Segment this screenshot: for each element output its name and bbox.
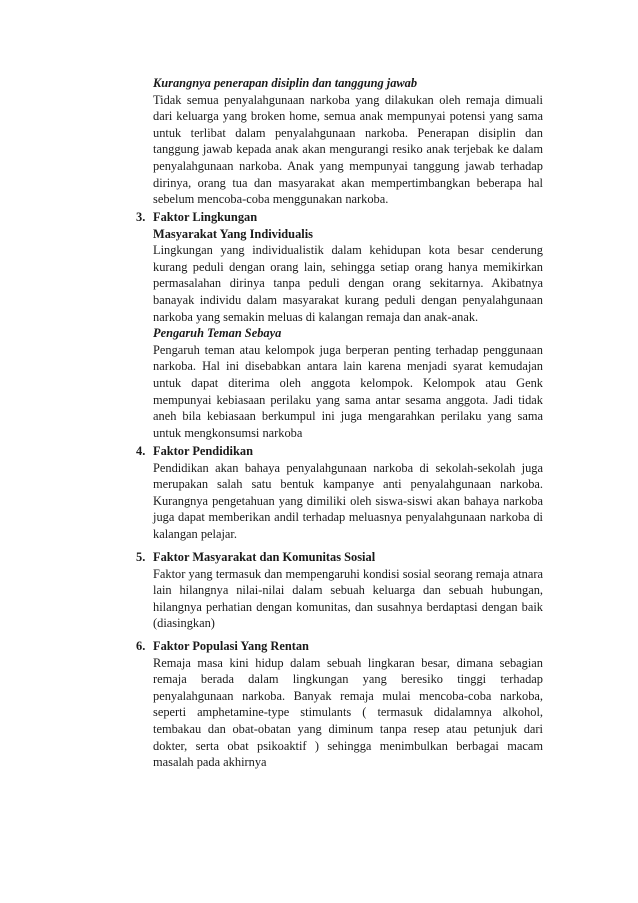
subheading-masyarakat-individualis: Masyarakat Yang Individualis [153, 226, 313, 241]
section-number: 3. [136, 210, 146, 224]
section-title: Faktor Masyarakat dan Komunitas Sosial [153, 550, 376, 564]
intro-block [153, 75, 543, 208]
section-faktor-pendidikan [136, 443, 543, 543]
section-faktor-lingkungan [136, 209, 543, 441]
section-title: Faktor Populasi Yang Rentan [153, 639, 309, 653]
section-number: 6. [136, 639, 146, 653]
section-number: 4. [136, 444, 146, 458]
intro-heading: Kurangnya penerapan disiplin dan tanggung jawab [153, 76, 418, 90]
section-faktor-populasi [136, 638, 543, 771]
section-title: Faktor Pendidikan [153, 444, 253, 458]
section-paragraph: Remaja masa kini hidup dalam sebuah lingkaran besar, dimana sebagian remaja berada dalam lingkungan yang beresiko tinggi terhadap penyalahgunaan narkoba. Banyak remaja mulai mencoba-coba narkoba, seperti amphetamine-type stimulants ( termasuk didalamnya alkohol, tembakau dan obat-obatan yang diminum tanpa resep atau petunjuk dari dokter, serta obat psikoaktif ) sehingga menimbulkan berbagai macam masalah pada akhirnya [153, 655, 543, 770]
subheading-pengaruh-teman-sebaya: Pengaruh Teman Sebaya [153, 326, 282, 341]
section-number: 5. [136, 550, 146, 564]
intro-paragraph: Tidak semua penyalahgunaan narkoba yang dilakukan oleh remaja dimuali dari keluarga yang broken home, semua anak mempunyai potensi yang sama untuk terlibat dalam penyalahgunaan narkoba. Penerapan disiplin dan tanggung jawab kepada anak akan mengurangi resiko anak terjebak ke dalam penyalahgunaan narkoba. Anak yang mempunyai tanggung jawab terhadap dirinya, orang tua dan masyarakat akan mempertimbangkan beberapa hal sebelum mencoba-coba menggunakan narkoba. [153, 92, 543, 207]
section-faktor-masyarakat [136, 549, 543, 632]
section-paragraph: Faktor yang termasuk dan mempengaruhi kondisi sosial seorang remaja atnara lain hilangnya nilai-nilai dalam sebuah keluarga dan sebuah hubungan, hilangnya perhatian dengan komunitas, dan susahnya berdaptasi dengan baik (diasingkan) [153, 566, 543, 631]
section-paragraph: Lingkungan yang individualistik dalam kehidupan kota besar cenderung kurang peduli dengan orang lain, sehingga setiap orang hanya memikirkan permasalahan dirinya tanpa peduli dengan orang sekitarnya. Akibatnya banayak individu dalam masyarakat kurang peduli dengan penyalahgunaan narkoba yang semakin meluas di kalangan remaja dan anak-anak. [153, 243, 543, 324]
section-title: Faktor Lingkungan [153, 210, 258, 224]
section-paragraph: Pengaruh teman atau kelompok juga berperan penting terhadap penggunaan narkoba. Hal ini disebabkan antara lain karena menjadi syarat kemudajan untuk dapat diterima oleh anggota kelompok. Kelompok atau Genk mempunyai kebiasaan perilaku yang sama antar sesama anggota. Jadi tidak aneh bila kebiasaan berkumpul ini juga mengarahkan perilaku yang sama untuk mengkonsumsi narkoba [153, 342, 543, 440]
section-paragraph: Pendidikan akan bahaya penyalahgunaan narkoba di sekolah-sekolah juga merupakan salah satu bentuk kampanye anti penyalahgunaan narkoba. Kurangnya pengetahuan yang dimiliki oleh siswa-siswi akan bahaya narkoba juga dapat memberikan andil terhadap meluasnya penyalahgunaan narkoba di kalangan pelajar. [153, 460, 543, 541]
